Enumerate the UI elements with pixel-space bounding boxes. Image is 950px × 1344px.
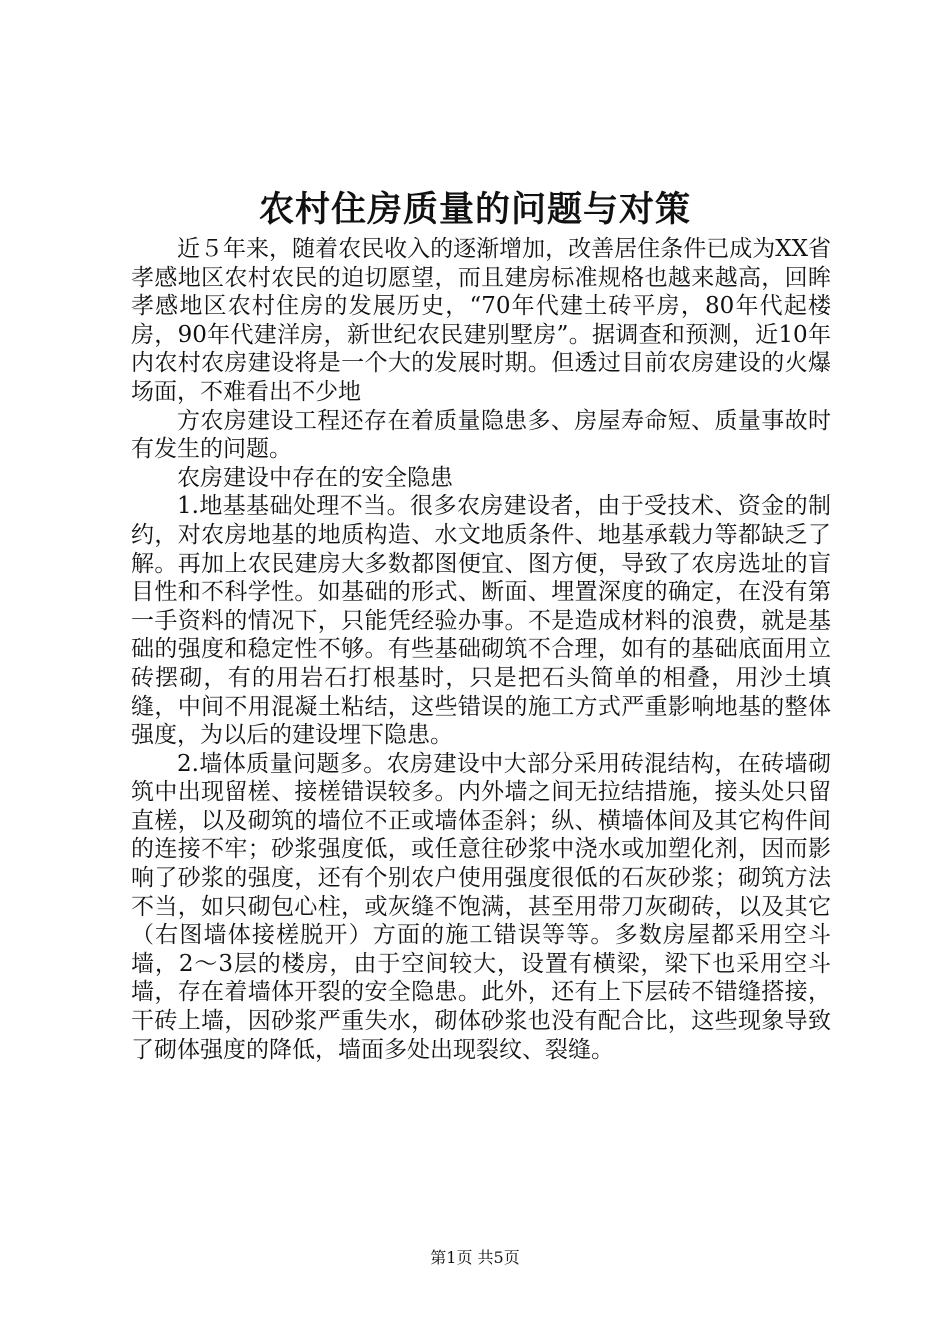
paragraph-continuation: 方农房建设工程还存在着质量隐患多、房屋寿命短、质量事故时有发生的问题。	[131, 407, 831, 463]
document-body	[131, 235, 831, 1064]
paragraph-wall-quality: 2.墙体质量问题多。农房建设中大部分采用砖混结构，在砖墙砌筑中出现留槎、接槎错误较多。内外墙之间无拉结措施，接头处只留直槎，以及砌筑的墙位不正或墙体歪斜；纵、横墙体间及其它构件间的连接不牢；砂浆强度低，或任意往砂浆中浇水或加塑化剂，因而影响了砂浆的强度，还有个别农户使用强度很低的石灰砂浆；砌筑方法不当，如只砌包心柱，或灰缝不饱满，甚至用带刀灰砌砖，以及其它（右图墙体接槎脱开）方面的施工错误等等。多数房屋都采用空斗墙，2～3层的楼房，由于空间较大，设置有横梁，梁下也采用空斗墙，存在着墙体开裂的安全隐患。此外，还有上下层砖不错缝搭接，干砖上墙，因砂浆严重失水，砌体砂浆也没有配合比，这些现象导致了砌体强度的降低，墙面多处出现裂纹、裂缝。	[131, 750, 831, 1063]
section-heading: 农房建设中存在的安全隐患	[177, 464, 453, 491]
page-number-footer: 第1页 共5页	[430, 1248, 520, 1267]
paragraph-intro: 近５年来，随着农民收入的逐渐增加，改善居住条件已成为XX省孝感地区农村农民的迫切愿望，而且建房标准规格也越来越高，回眸孝感地区农村住房的发展历史，“70年代建土砖平房，80年代起楼房，90年代建洋房，新世纪农民建别墅房”。据调查和预测，近10年内农村农房建设将是一个大的发展时期。但透过目前农房建设的火爆场面，不难看出不少地	[131, 236, 831, 405]
paragraph-foundation: 1.地基基础处理不当。很多农房建设者，由于受技术、资金的制约，对农房地基的地质构造、水文地质条件、地基承载力等都缺乏了解。再加上农民建房大多数都图便宜、图方便，导致了农房选址的盲目性和不科学性。如基础的形式、断面、埋置深度的确定，在没有第一手资料的情况下，只能凭经验办事。不是造成材料的浪费，就是基础的强度和稳定性不够。有些基础砌筑不合理，如有的基础底面用立砖摆砌，有的用岩石打根基时，只是把石头简单的相叠，用沙土填缝，中间不用混凝土粘结，这些错误的施工方式严重影响地基的整体强度，为以后的建设埋下隐患。	[131, 493, 831, 749]
document-title: 农村住房质量的问题与对策	[258, 189, 691, 230]
